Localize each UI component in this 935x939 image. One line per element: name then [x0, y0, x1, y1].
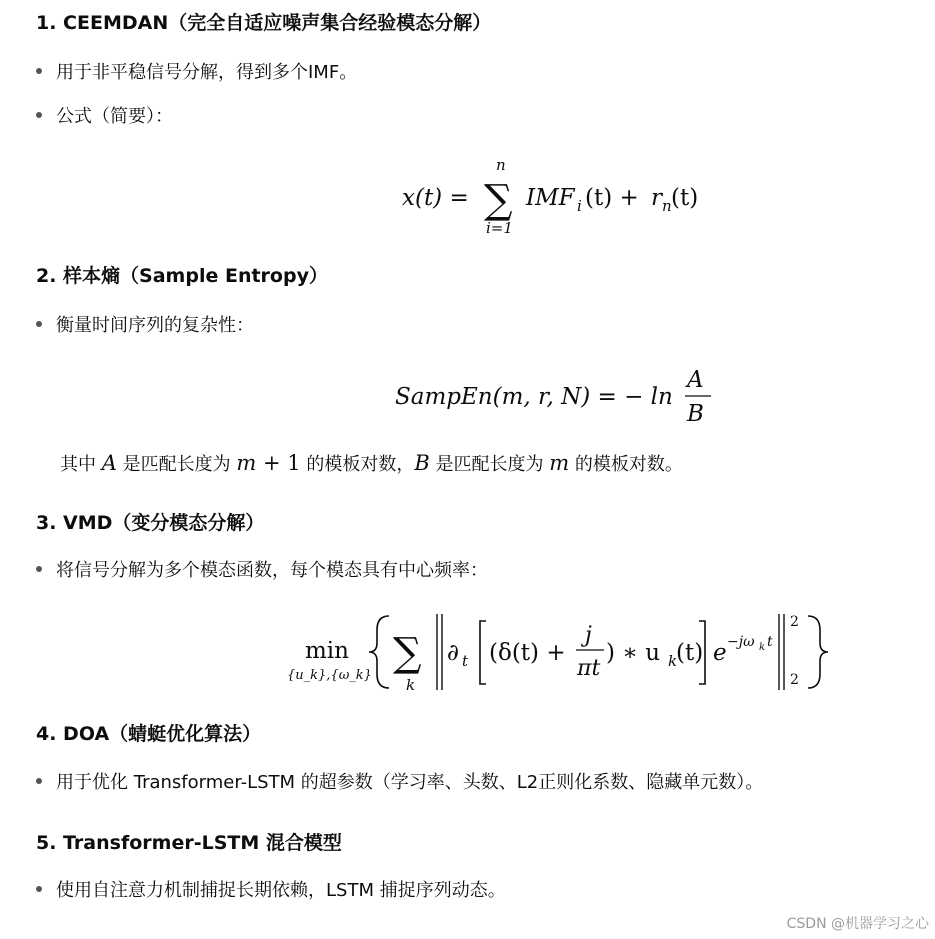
section-2-heading: 2. 样本熵（Sample Entropy） [36, 265, 328, 287]
vmd-right-brace [808, 616, 828, 688]
sampen-denominator: B [687, 401, 704, 427]
bullet-dot [36, 566, 42, 572]
section-3-bullet-1 [36, 558, 488, 584]
watermark: CSDN @机器学习之心 [786, 916, 929, 932]
ceemdan-r-arg: (t) [671, 185, 699, 211]
bullet-text: 用于优化 Transformer-LSTM 的超参数（学习率、头数、L2正则化系数、隐藏单元数）。 [56, 772, 764, 793]
note-text: 的模板对数， [300, 454, 415, 475]
vmd-left-bracket [480, 621, 486, 684]
section-2-note [60, 450, 683, 478]
note-text: 是匹配长度为 [116, 454, 237, 475]
ceemdan-sum-upper: n [496, 156, 506, 174]
section-5-heading: 5. Transformer-LSTM 混合模型 [36, 832, 342, 854]
note-text: 是匹配长度为 [429, 454, 550, 475]
vmd-exp-base: e [713, 640, 727, 666]
vmd-exp: −jω [727, 634, 755, 650]
section-4-bullet-1 [36, 770, 763, 796]
note-text: 其中 [60, 454, 102, 475]
vmd-sum-symbol: ∑ [393, 630, 422, 676]
bullet-text: 衡量时间序列的复杂性： [56, 315, 254, 336]
section-4-heading: 4. DOA（蜻蜓优化算法） [36, 723, 262, 745]
bullet-dot [36, 112, 42, 118]
bullet-text: 使用自注意力机制捕捉长期依赖，LSTM 捕捉序列动态。 [56, 880, 506, 901]
ceemdan-sum-lower: i=1 [486, 219, 513, 237]
vmd-exp-t: t [767, 634, 773, 650]
vmd-exp-sub: k [759, 642, 766, 653]
bullet-text: 公式（简要）： [56, 106, 173, 127]
vmd-body-1: (δ(t) + [489, 640, 566, 666]
vmd-min-sub: {u_k},{ω_k} [287, 668, 372, 683]
note-var-b: B [414, 451, 430, 475]
ceemdan-r-sub: n [662, 197, 672, 215]
ceemdan-sum-symbol: ∑ [484, 177, 513, 223]
section-1-heading: 1. CEEMDAN（完全自适应噪声集合经验模态分解） [36, 12, 492, 34]
vmd-u-sub: k [668, 652, 678, 670]
ceemdan-imf: IMF [526, 185, 575, 211]
vmd-frac-den: πt [577, 656, 601, 681]
vmd-sum-sub: k [406, 676, 416, 694]
section-5-bullet-1 [36, 878, 506, 904]
vmd-partial-sub: t [462, 652, 469, 670]
vmd-left-brace [369, 616, 389, 688]
note-var-m: m [549, 451, 570, 475]
section-1-bullet-1 [36, 60, 357, 86]
vmd-body-2: ) ∗ u [606, 640, 661, 666]
note-var-m: m [236, 451, 257, 475]
vmd-min: min [305, 638, 349, 664]
note-text: 的模板对数。 [569, 454, 683, 475]
note-plus-one: + 1 [256, 451, 301, 475]
vmd-partial: ∂ [447, 640, 459, 666]
ceemdan-imf-arg: (t) + [585, 185, 639, 211]
section-1-bullet-2 [36, 104, 173, 130]
vmd-body-3: (t) [676, 640, 704, 666]
bullet-dot [36, 886, 42, 892]
bullet-dot [36, 321, 42, 327]
bullet-text: 用于非平稳信号分解，得到多个IMF。 [56, 62, 358, 83]
sampen-numerator: A [687, 367, 704, 393]
vmd-norm-sub: 2 [790, 672, 799, 688]
ceemdan-formula [395, 156, 725, 242]
vmd-frac-num: j [585, 623, 592, 648]
bullet-dot [36, 778, 42, 784]
section-2-bullet-1 [36, 313, 254, 339]
sampen-lhs: SampEn(m, r, N) = − ln [395, 384, 673, 410]
ceemdan-imf-sub: i [577, 197, 582, 215]
vmd-norm-sup: 2 [790, 614, 799, 630]
note-var-a: A [101, 451, 117, 475]
ceemdan-lhs: x(t) = [402, 185, 469, 211]
sampen-formula [395, 360, 725, 430]
section-3-heading: 3. VMD（变分模态分解） [36, 512, 265, 534]
bullet-dot [36, 68, 42, 74]
bullet-text: 将信号分解为多个模态函数，每个模态具有中心频率： [56, 560, 488, 581]
vmd-formula [285, 606, 830, 698]
ceemdan-r: r [651, 185, 662, 211]
